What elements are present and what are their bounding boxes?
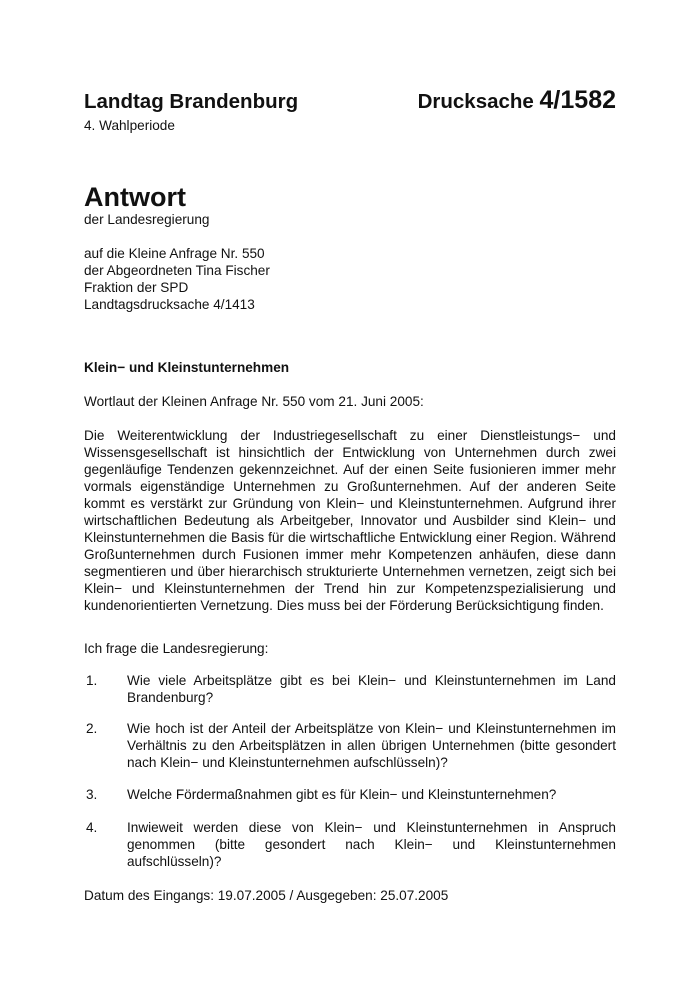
reference-line: Fraktion der SPD — [84, 280, 189, 295]
legislative-period: 4. Wahlperiode — [84, 118, 175, 133]
question-number: 2. — [86, 721, 98, 736]
question-number: 1. — [86, 673, 98, 688]
drucksache-label — [418, 88, 616, 114]
reference-block — [84, 245, 270, 313]
question-text: Wie viele Arbeitsplätze gibt es bei Klein− und Kleinstunternehmen im Land Brandenburg? — [127, 673, 616, 705]
section-heading: Klein− und Kleinstunternehmen — [84, 360, 290, 375]
question-item — [0, 672, 700, 706]
ask-line: Ich frage die Landesregierung: — [84, 641, 269, 656]
question-text: Welche Fördermaßnahmen gibt es für Klein− und Kleinstunternehmen? — [127, 787, 557, 802]
question-text: Wie hoch ist der Anteil der Arbeitsplätze von Klein− und Kleinstunternehmen im Verhältnis zu den Arbeitsplätzen in allen übrigen Unternehmen (bitte gesondert nach Klein− und Kleinstunternehmen aufschlüsseln)? — [127, 721, 616, 770]
document-title: Antwort — [84, 182, 186, 212]
question-item — [0, 786, 700, 803]
question-item — [0, 720, 700, 771]
drucksache-number: 4/1582 — [539, 86, 616, 114]
reference-line: Landtagsdrucksache 4/1413 — [84, 297, 255, 312]
drucksache-text: Drucksache — [417, 90, 534, 113]
question-number: 3. — [86, 787, 98, 802]
question-rationale-paragraph: Die Weiterentwicklung der Industriegesellschaft zu einer Dienstleistungs− und Wissensgesellschaft ist hinsichtlich der Entwicklung von Unternehmen durch zwei gegenläufige Tendenzen gekennzeichnet. Auf der einen Seite fusionieren immer mehr vormals eigenständige Unternehmen zu Großunternehmen. Auf der anderen Seite kommt es verstärkt zur Gründung von Klein− und Kleinstunternehmen. Aufgrund ihrer wirtschaftlichen Bedeutung als Arbeitgeber, Innovator und Ausbilder sind Klein− und Kleinstunternehmen die Basis für die wirtschaftliche Entwicklung einer Region. Während Großunternehmen durch Fusionen immer mehr Kompetenzen anhäufen, diese dann segmentieren und über hierarchisch strukturierte Unternehmen vernetzen, zeigt sich bei Klein− und Kleinstunternehmen der Trend hin zur Kompetenzspezialisierung und kundenorientierten Vernetzung. Dies muss bei der Förderung Berücksichtigung finden. — [84, 428, 616, 613]
question-number: 4. — [86, 820, 98, 835]
reference-line: der Abgeordneten Tina Fischer — [84, 263, 270, 278]
question-item — [0, 819, 700, 870]
document-subtitle: der Landesregierung — [84, 212, 210, 227]
intro-line: Wortlaut der Kleinen Anfrage Nr. 550 vom 21. Juni 2005: — [84, 394, 424, 409]
question-text: Inwieweit werden diese von Klein− und Kleinstunternehmen in Anspruch genommen (bitte gesondert nach Klein− und Kleinstunternehmen aufschlüsseln)? — [127, 820, 616, 869]
date-footer: Datum des Eingangs: 19.07.2005 / Ausgegeben: 25.07.2005 — [84, 888, 449, 903]
reference-line: auf die Kleine Anfrage Nr. 550 — [84, 246, 265, 261]
parliament-name: Landtag Brandenburg — [84, 90, 299, 113]
